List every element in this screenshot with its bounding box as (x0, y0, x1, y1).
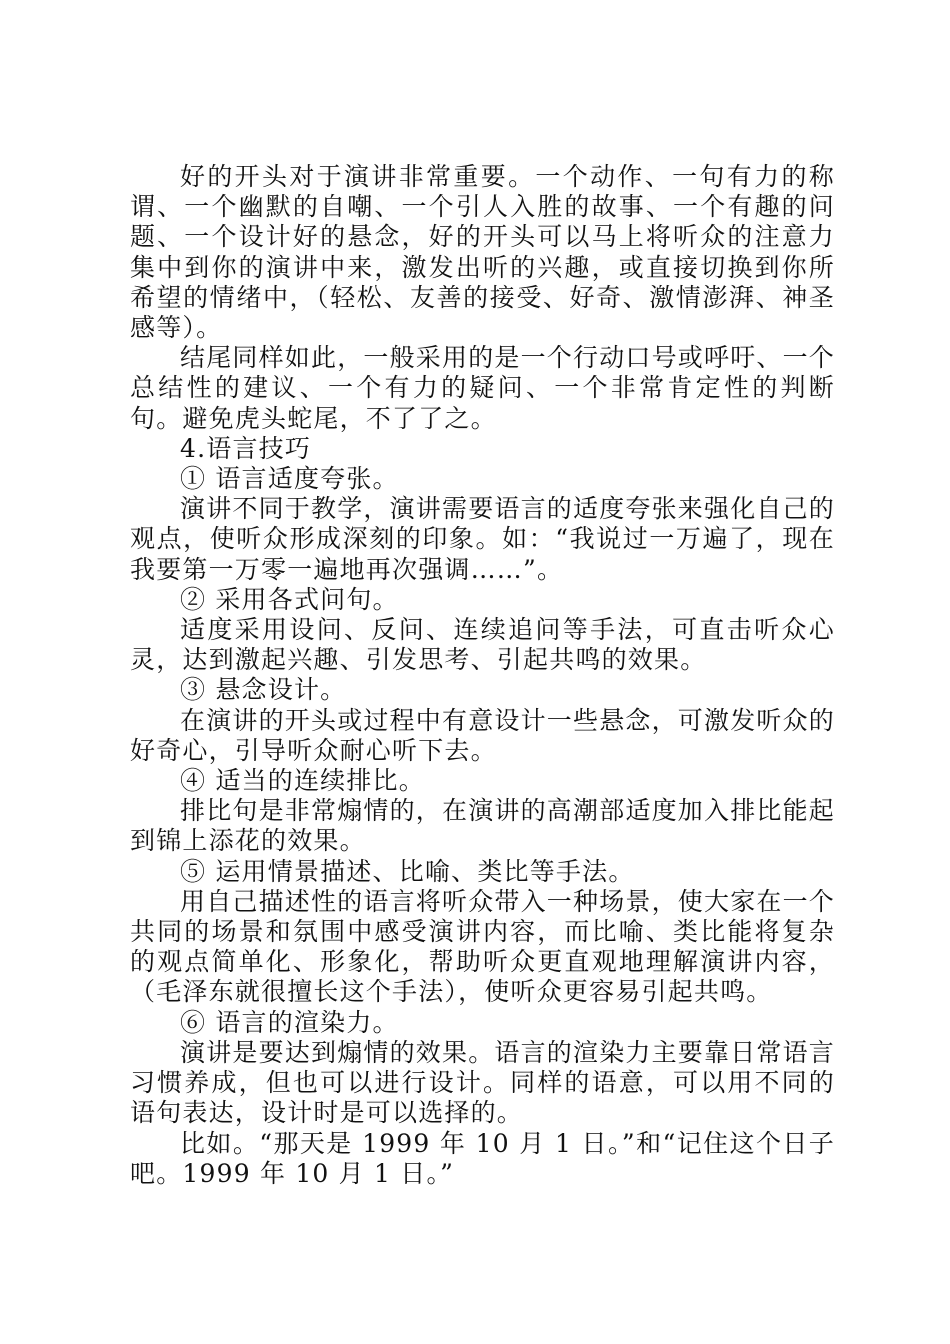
paragraph-exaggeration: 演讲不同于教学，演讲需要语言的适度夸张来强化自己的观点，使听众形成深刻的印象。如：“我说过一万遍了，现在我要第一万零一遍地再次强调……”。 (130, 494, 836, 584)
document-body (130, 162, 835, 1189)
paragraph-example: 比如。“那天是 1999 年 10 月 1 日。”和“记住这个日子吧。1999 年 10 月 1 日。” (130, 1128, 835, 1188)
paragraph-questions: 适度采用设问、反问、连续追问等手法，可直击听众心灵，达到激起兴趣、引发思考、引起共鸣的效果。 (130, 615, 835, 675)
paragraph-ending: 结尾同样如此，一般采用的是一个行动口号或呼吁、一个总结性的建议、一个有力的疑问、一个非常肯定性的判断句。避免虎头蛇尾，不了了之。 (130, 343, 836, 433)
subheading-exaggeration: ① 语言适度夸张。 (180, 464, 399, 494)
paragraph-opening: 好的开头对于演讲非常重要。一个动作、一句有力的称谓、一个幽默的自嘲、一个引人入胜的故事、一个有趣的问题、一个设计好的悬念，好的开头可以马上将听众的注意力集中到你的演讲中来，激发出听的兴趣，或直接切换到你所希望的情绪中，（轻松、友善的接受、好奇、激情澎湃、神圣感等）。 (130, 162, 835, 343)
subheading-questions: ② 采用各式问句。 (180, 584, 399, 614)
subheading-description: ⑤ 运用情景描述、比喻、类比等手法。 (180, 856, 635, 886)
subheading-parallelism: ④ 适当的连续排比。 (180, 766, 425, 796)
paragraph-rendering: 演讲是要达到煽情的效果。语言的渲染力主要靠日常语言习惯养成，但也可以进行设计。同样的语意，可以用不同的语句表达，设计时是可以选择的。 (130, 1037, 836, 1128)
paragraph-suspense: 在演讲的开头或过程中有意设计一些悬念，可激发听众的好奇心，引导听众耐心听下去。 (130, 705, 836, 765)
paragraph-parallelism: 排比句是非常煽情的，在演讲的高潮部适度加入排比能起到锦上添花的效果。 (130, 796, 836, 856)
section-heading-language-skills: 4.语言技巧 (180, 433, 312, 463)
paragraph-description: 用自己描述性的语言将听众带入一种场景，使大家在一个共同的场景和氛围中感受演讲内容，而比喻、类比能将复杂的观点简单化、形象化，帮助听众更直观地理解演讲内容，（毛泽东就很擅长这个手法），使听众更容易引起共鸣。 (130, 886, 836, 1007)
subheading-rendering: ⑥ 语言的渲染力。 (180, 1007, 399, 1037)
subheading-suspense: ③ 悬念设计。 (180, 675, 347, 705)
